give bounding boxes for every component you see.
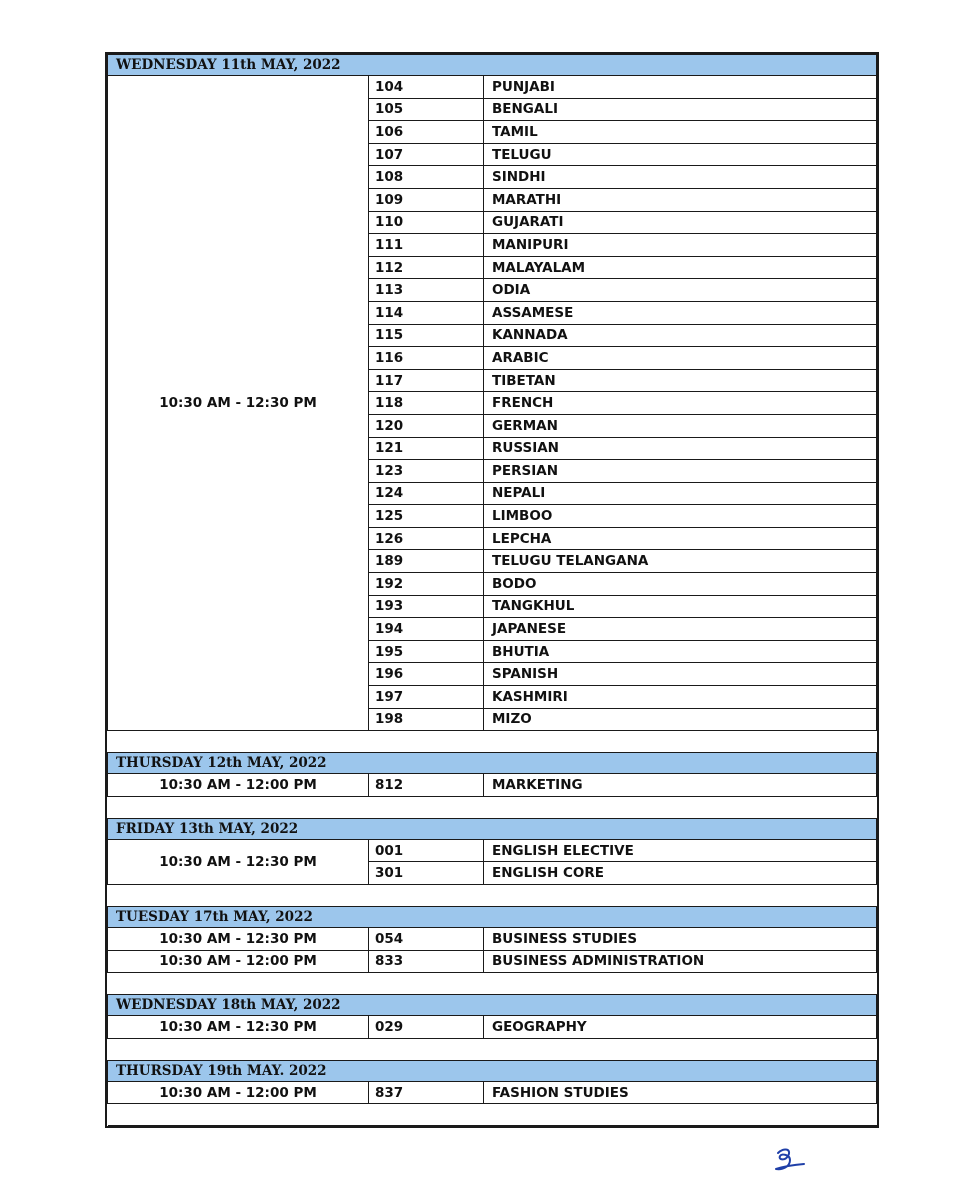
spacer-cell bbox=[108, 731, 877, 753]
subject-code: 189 bbox=[369, 550, 484, 573]
date-heading: THURSDAY 12th MAY, 2022 bbox=[108, 753, 877, 774]
date-header-row bbox=[108, 753, 877, 774]
spacer-row bbox=[108, 885, 877, 907]
subject-code: 113 bbox=[369, 279, 484, 302]
subject-name: ODIA bbox=[484, 279, 877, 302]
subject-code: 054 bbox=[369, 928, 484, 951]
subject-name: LIMBOO bbox=[484, 505, 877, 528]
spacer-row bbox=[108, 1038, 877, 1060]
subject-row bbox=[108, 1081, 877, 1104]
subject-code: 301 bbox=[369, 862, 484, 885]
subject-name: SPANISH bbox=[484, 663, 877, 686]
subject-name: GEOGRAPHY bbox=[484, 1016, 877, 1039]
date-header-row bbox=[108, 818, 877, 839]
subject-code: 106 bbox=[369, 121, 484, 144]
date-header-row bbox=[108, 1060, 877, 1081]
exam-time: 10:30 AM - 12:30 PM bbox=[108, 839, 369, 884]
spacer-cell bbox=[108, 973, 877, 995]
exam-schedule-sheet bbox=[105, 52, 879, 1128]
exam-time: 10:30 AM - 12:30 PM bbox=[108, 76, 369, 731]
subject-code: 111 bbox=[369, 234, 484, 257]
subject-name: ASSAMESE bbox=[484, 301, 877, 324]
subject-name: BHUTIA bbox=[484, 640, 877, 663]
subject-code: 108 bbox=[369, 166, 484, 189]
subject-name: PUNJABI bbox=[484, 76, 877, 99]
subject-code: 198 bbox=[369, 708, 484, 731]
subject-row bbox=[108, 950, 877, 973]
subject-code: 115 bbox=[369, 324, 484, 347]
subject-code: 196 bbox=[369, 663, 484, 686]
subject-code: 812 bbox=[369, 774, 484, 797]
subject-row bbox=[108, 76, 877, 99]
spacer-row bbox=[108, 973, 877, 995]
subject-name: ARABIC bbox=[484, 347, 877, 370]
subject-name: KASHMIRI bbox=[484, 686, 877, 709]
subject-code: 109 bbox=[369, 188, 484, 211]
subject-name: GERMAN bbox=[484, 414, 877, 437]
subject-row bbox=[108, 928, 877, 951]
exam-time: 10:30 AM - 12:00 PM bbox=[108, 950, 369, 973]
date-header-row bbox=[108, 995, 877, 1016]
spacer-cell bbox=[108, 1104, 877, 1126]
date-heading: THURSDAY 19th MAY. 2022 bbox=[108, 1060, 877, 1081]
subject-code: 195 bbox=[369, 640, 484, 663]
date-header-row bbox=[108, 907, 877, 928]
subject-name: MANIPURI bbox=[484, 234, 877, 257]
subject-name: NEPALI bbox=[484, 482, 877, 505]
subject-code: 104 bbox=[369, 76, 484, 99]
exam-time: 10:30 AM - 12:30 PM bbox=[108, 1016, 369, 1039]
subject-code: 107 bbox=[369, 143, 484, 166]
subject-code: 837 bbox=[369, 1081, 484, 1104]
subject-name: BUSINESS ADMINISTRATION bbox=[484, 950, 877, 973]
subject-name: ENGLISH CORE bbox=[484, 862, 877, 885]
subject-code: 194 bbox=[369, 618, 484, 641]
subject-row bbox=[108, 839, 877, 862]
date-heading: TUESDAY 17th MAY, 2022 bbox=[108, 907, 877, 928]
subject-name: PERSIAN bbox=[484, 460, 877, 483]
subject-code: 110 bbox=[369, 211, 484, 234]
subject-name: BODO bbox=[484, 573, 877, 596]
date-heading: WEDNESDAY 11th MAY, 2022 bbox=[108, 55, 877, 76]
subject-name: TELUGU TELANGANA bbox=[484, 550, 877, 573]
subject-code: 001 bbox=[369, 839, 484, 862]
subject-code: 197 bbox=[369, 686, 484, 709]
subject-code: 112 bbox=[369, 256, 484, 279]
subject-name: BENGALI bbox=[484, 98, 877, 121]
subject-row bbox=[108, 1016, 877, 1039]
date-header-row bbox=[108, 55, 877, 76]
subject-code: 118 bbox=[369, 392, 484, 415]
spacer-cell bbox=[108, 1038, 877, 1060]
subject-code: 114 bbox=[369, 301, 484, 324]
exam-time: 10:30 AM - 12:30 PM bbox=[108, 928, 369, 951]
subject-code: 117 bbox=[369, 369, 484, 392]
subject-code: 120 bbox=[369, 414, 484, 437]
subject-name: MARATHI bbox=[484, 188, 877, 211]
date-heading: FRIDAY 13th MAY, 2022 bbox=[108, 818, 877, 839]
exam-time: 10:30 AM - 12:00 PM bbox=[108, 1081, 369, 1104]
subject-name: TELUGU bbox=[484, 143, 877, 166]
subject-code: 125 bbox=[369, 505, 484, 528]
subject-code: 116 bbox=[369, 347, 484, 370]
subject-code: 126 bbox=[369, 527, 484, 550]
subject-code: 029 bbox=[369, 1016, 484, 1039]
exam-time: 10:30 AM - 12:00 PM bbox=[108, 774, 369, 797]
spacer-cell bbox=[108, 885, 877, 907]
subject-code: 123 bbox=[369, 460, 484, 483]
subject-code: 121 bbox=[369, 437, 484, 460]
subject-name: GUJARATI bbox=[484, 211, 877, 234]
subject-name: TANGKHUL bbox=[484, 595, 877, 618]
schedule-body bbox=[108, 55, 877, 1126]
subject-code: 833 bbox=[369, 950, 484, 973]
subject-name: LEPCHA bbox=[484, 527, 877, 550]
subject-name: MIZO bbox=[484, 708, 877, 731]
spacer-cell bbox=[108, 796, 877, 818]
subject-code: 124 bbox=[369, 482, 484, 505]
subject-name: SINDHI bbox=[484, 166, 877, 189]
subject-name: TAMIL bbox=[484, 121, 877, 144]
subject-code: 193 bbox=[369, 595, 484, 618]
subject-name: FRENCH bbox=[484, 392, 877, 415]
spacer-row bbox=[108, 796, 877, 818]
subject-name: MALAYALAM bbox=[484, 256, 877, 279]
subject-name: RUSSIAN bbox=[484, 437, 877, 460]
date-heading: WEDNESDAY 18th MAY, 2022 bbox=[108, 995, 877, 1016]
spacer-row bbox=[108, 1104, 877, 1126]
handwritten-signature-icon bbox=[770, 1145, 810, 1175]
subject-code: 105 bbox=[369, 98, 484, 121]
subject-name: TIBETAN bbox=[484, 369, 877, 392]
subject-name: BUSINESS STUDIES bbox=[484, 928, 877, 951]
subject-row bbox=[108, 774, 877, 797]
subject-code: 192 bbox=[369, 573, 484, 596]
subject-name: FASHION STUDIES bbox=[484, 1081, 877, 1104]
subject-name: JAPANESE bbox=[484, 618, 877, 641]
subject-name: KANNADA bbox=[484, 324, 877, 347]
schedule-table bbox=[107, 54, 877, 1126]
spacer-row bbox=[108, 731, 877, 753]
subject-name: ENGLISH ELECTIVE bbox=[484, 839, 877, 862]
subject-name: MARKETING bbox=[484, 774, 877, 797]
